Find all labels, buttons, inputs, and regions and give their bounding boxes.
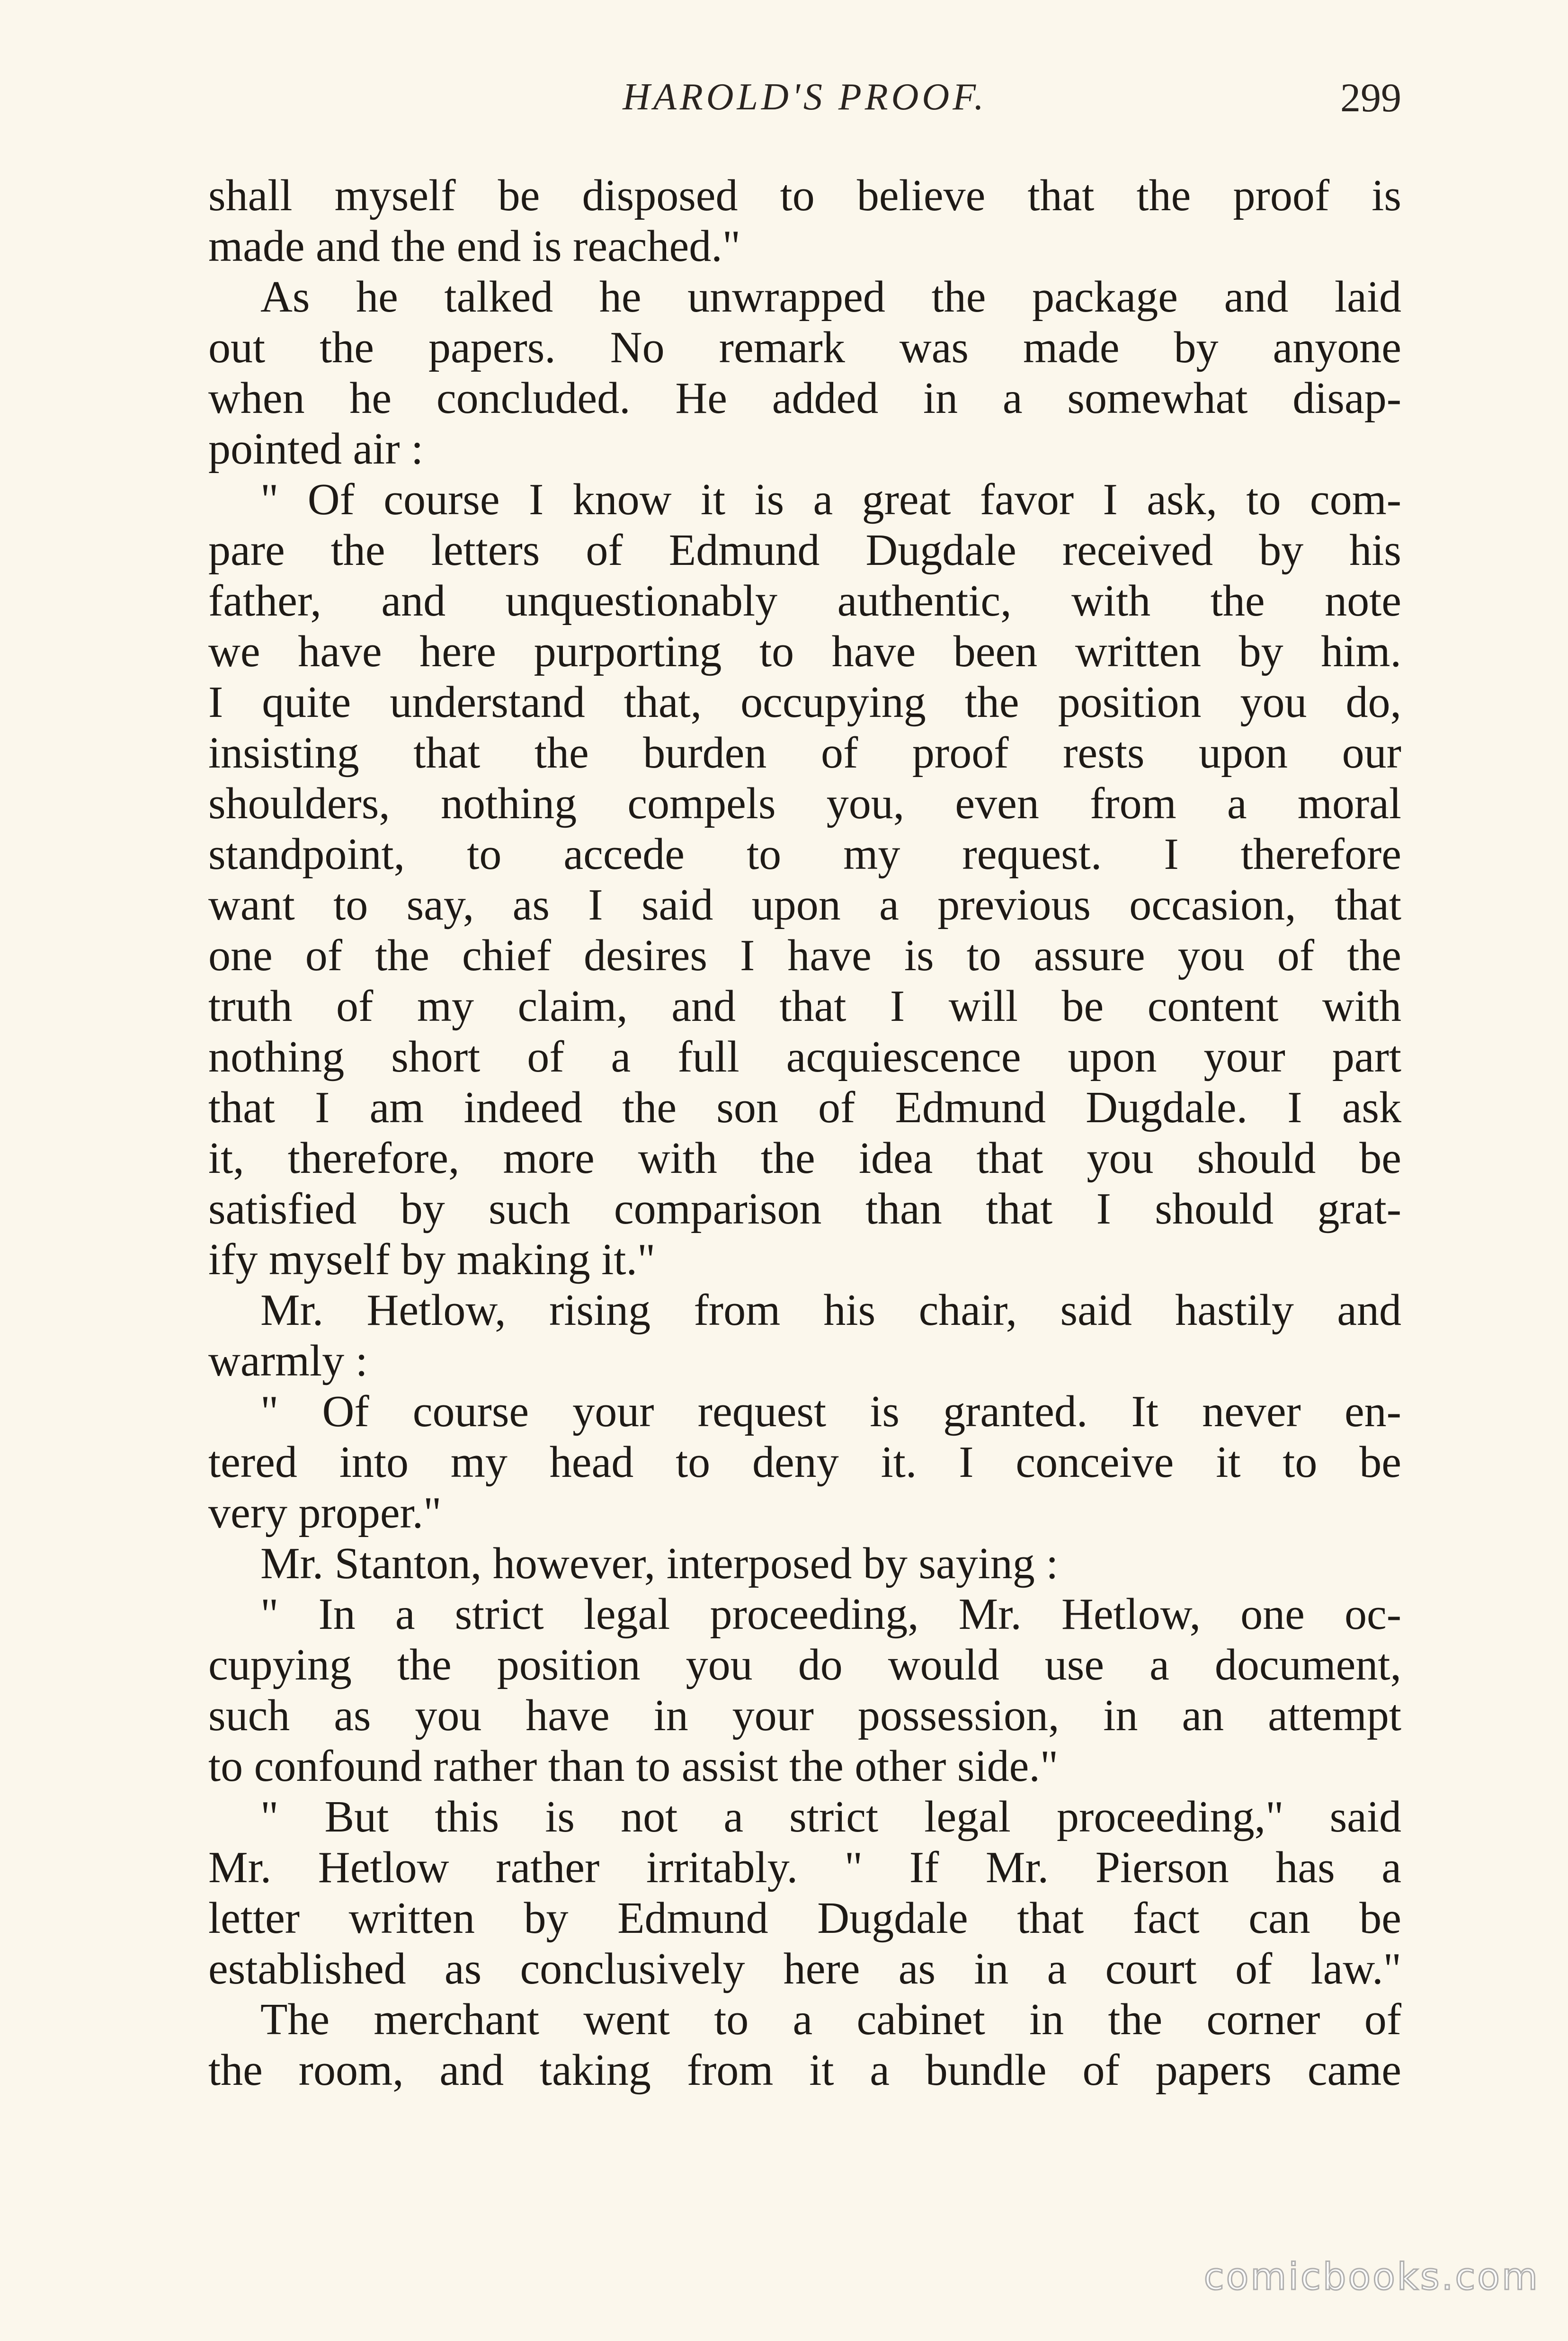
text-line: want to say, as I said upon a previous occasion, that	[208, 880, 1401, 929]
text-line: I quite understand that, occupying the position you do,	[208, 678, 1401, 727]
text-line: when he concluded. He added in a somewhat disap-	[208, 374, 1401, 423]
text-line: established as conclusively here as in a court of law."	[208, 1944, 1401, 1993]
text-line: tered into my head to deny it. I conceive it to be	[208, 1438, 1401, 1487]
text-line: ify myself by making it."	[208, 1235, 656, 1284]
text-line: to confound rather than to assist the other side."	[208, 1742, 1059, 1791]
text-line: Mr. Hetlow, rising from his chair, said hastily and	[260, 1286, 1401, 1335]
text-line: it, therefore, more with the idea that you should be	[208, 1134, 1401, 1183]
text-line: letter written by Edmund Dugdale that fact can be	[208, 1894, 1401, 1943]
text-line: nothing short of a full acquiescence upon your part	[208, 1032, 1401, 1081]
text-line: pointed air :	[208, 424, 424, 474]
text-line: " Of course your request is granted. It never en-	[260, 1387, 1401, 1436]
text-line: shall myself be disposed to believe that the proof is	[208, 171, 1401, 220]
running-title: HAROLD'S PROOF.	[623, 76, 987, 118]
text-line: Mr. Hetlow rather irritably. " If Mr. Pierson has a	[208, 1843, 1401, 1892]
text-line: very proper."	[208, 1488, 442, 1537]
text-line: made and the end is reached."	[208, 222, 741, 271]
text-line: warmly :	[208, 1336, 368, 1385]
text-line: the room, and taking from it a bundle of papers came	[208, 2046, 1401, 2095]
text-line: As he talked he unwrapped the package and laid	[260, 272, 1401, 322]
text-line: that I am indeed the son of Edmund Dugdale. I ask	[208, 1083, 1401, 1132]
text-line: " Of course I know it is a great favor I ask, to com-	[260, 475, 1401, 524]
page-number: 299	[1340, 75, 1401, 120]
text-line: The merchant went to a cabinet in the corner of	[260, 1995, 1401, 2044]
text-line: standpoint, to accede to my request. I therefore	[208, 830, 1401, 879]
running-head	[208, 71, 1401, 137]
text-line: one of the chief desires I have is to assure you of the	[208, 931, 1401, 980]
watermark-logo: comicbooks.com	[1203, 2256, 1540, 2298]
text-line: out the papers. No remark was made by anyone	[208, 323, 1401, 372]
text-line: Mr. Stanton, however, interposed by saying :	[260, 1539, 1059, 1588]
body-text	[208, 170, 1401, 2096]
text-line: cupying the position you do would use a document,	[208, 1640, 1401, 1689]
text-line: " But this is not a strict legal proceeding," said	[260, 1792, 1401, 1841]
text-line: satisfied by such comparison than that I should grat-	[208, 1184, 1401, 1233]
text-line: we have here purporting to have been written by him.	[208, 627, 1401, 676]
text-line: insisting that the burden of proof rests upon our	[208, 728, 1401, 777]
text-line: pare the letters of Edmund Dugdale received by his	[208, 526, 1401, 575]
text-line: father, and unquestionably authentic, with the note	[208, 576, 1401, 625]
text-line: shoulders, nothing compels you, even from a moral	[208, 779, 1401, 828]
text-line: " In a strict legal proceeding, Mr. Hetlow, one oc-	[260, 1590, 1401, 1639]
text-line: such as you have in your possession, in an attempt	[208, 1691, 1401, 1740]
text-line: truth of my claim, and that I will be content with	[208, 982, 1401, 1031]
